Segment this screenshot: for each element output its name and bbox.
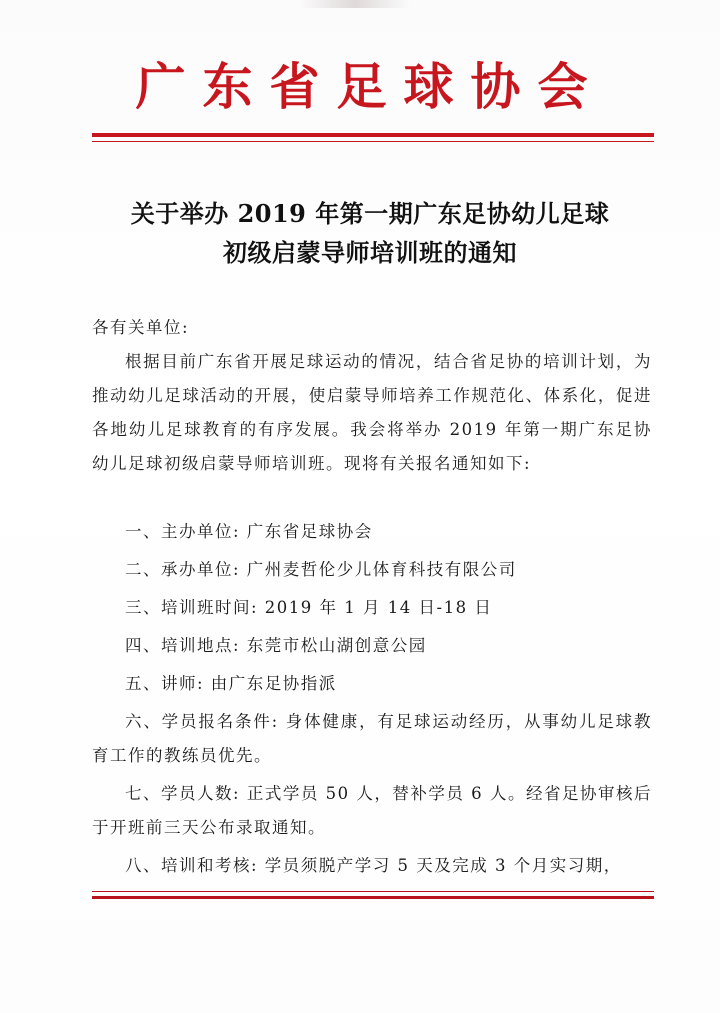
notice-items (92, 515, 652, 887)
notice-item-requirements: 六、学员报名条件: 身体健康，有足球运动经历，从事幼儿足球教育工作的教练员优先。 (92, 712, 652, 765)
notice-item-time: 三、培训班时间: 2019 年 1 月 14 日-18 日 (125, 598, 493, 617)
document-title-line-1: 关于举办 2019 年第一期广东足协幼儿足球 (130, 199, 610, 228)
footer-rule-thick (92, 896, 654, 899)
salutation: 各有关单位: (92, 318, 190, 337)
letterhead-rule-thick (92, 133, 654, 137)
notice-item-co-organizer: 二、承办单位: 广州麦哲伦少儿体育科技有限公司 (125, 560, 517, 579)
notice-item-quota: 七、学员人数: 正式学员 50 人，替补学员 6 人。经省足协审核后于开班前三天公布录取通知。 (92, 784, 652, 837)
notice-item-location: 四、培训地点: 东莞市松山湖创意公园 (125, 636, 427, 655)
letterhead-org-name: 广东省足球协会 (135, 57, 605, 116)
document-title-line-2: 初级启蒙导师培训班的通知 (223, 238, 517, 267)
scan-artifact (300, 0, 410, 8)
intro-paragraph: 根据目前广东省开展足球运动的情况，结合省足协的培训计划，为推动幼儿足球活动的开展，使启蒙导师培养工作规范化、体系化，促进各地幼儿足球教育的有序发展。我会将举办 2019 年第一期广东足协幼儿足球初级启蒙导师培训班。现将有关报名通知如下: (92, 352, 652, 473)
footer-rule-thin (92, 891, 654, 892)
notice-item-lecturer: 五、讲师: 由广东足协指派 (125, 674, 337, 693)
letterhead-rule-thin (92, 141, 654, 142)
notice-item-organizer: 一、主办单位: 广东省足球协会 (125, 522, 373, 541)
notice-item-assessment: 八、培训和考核: 学员须脱产学习 5 天及完成 3 个月实习期， (125, 856, 622, 875)
